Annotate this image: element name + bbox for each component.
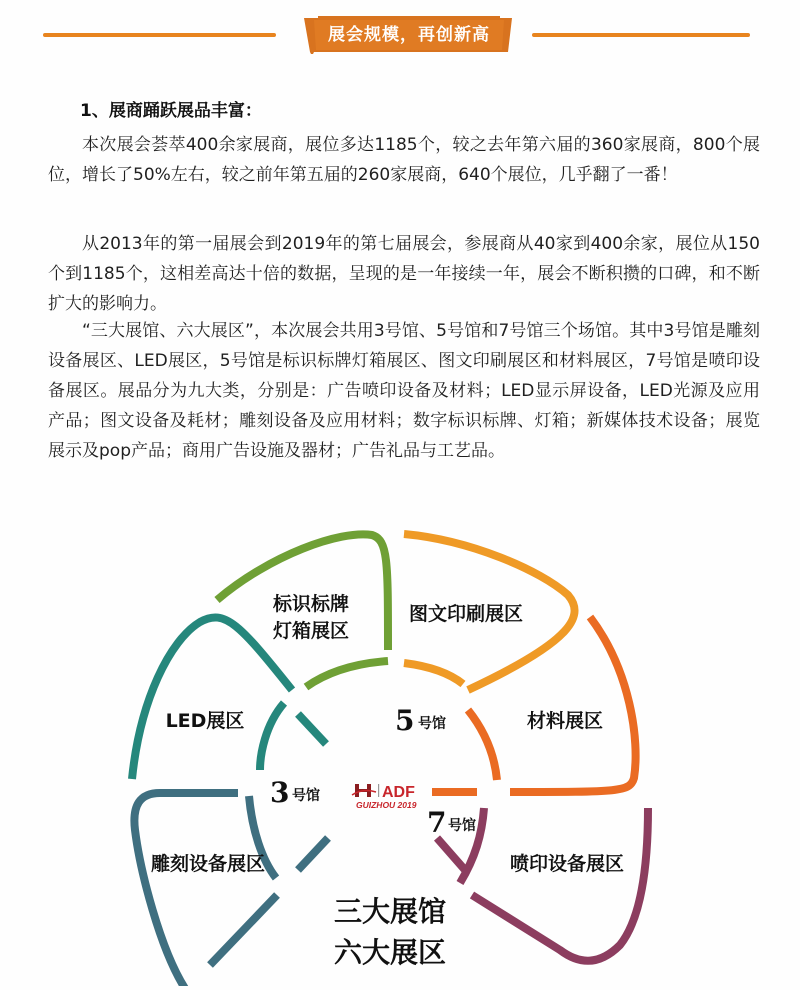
logo-sub-text: GUIZHOU 2019 (356, 800, 417, 810)
halls-zones-diagram (0, 515, 800, 986)
zone-label-print: 图文印刷展区 (408, 603, 524, 625)
banner-title: 展会规模，再创新高 (328, 25, 490, 45)
zone-material-inner-arc (468, 710, 497, 780)
paragraph-history: 从2013年的第一届展会到2019年的第七届展会，参展商从40家到400余家，展位从150个到1185个，这相差高达十倍的数据，呈现的是一年接续一年，展会不断积攒的口碑，和不断扩大的影响力。 (48, 234, 760, 314)
hall-3-number: 3 (270, 776, 290, 809)
paragraph-halls: “三大展馆、六大展区”，本次展会共用3号馆、5号馆和7号馆三个场馆。其中3号馆是雕刻设备展区、LED展区，5号馆是标识标牌灯箱展区、图文印刷展区和材料展区，7号馆是喷印设备展区。展品分为九大类，分别是：广告喷印设备及材料；LED显示屏设备，LED光源及应用产品；图文设备及耗材；雕刻设备及应用材料；数字标识标牌、灯箱；新媒体技术设备；展览展示及pop产品；商用广告设施及器材；广告礼品与工艺品。 (48, 321, 760, 461)
hall-7-number: 7 (427, 806, 447, 839)
hall-5-number: 5 (395, 704, 415, 737)
zone-engrave-lower-arc (210, 895, 277, 965)
hall-5-suffix: 号馆 (418, 716, 446, 732)
center-title-line-2: 六大展区 (333, 936, 447, 969)
zone-led-spoke (298, 714, 326, 744)
hall-3-suffix: 号馆 (292, 788, 320, 804)
zone-label-inkjet: 喷印设备展区 (509, 853, 625, 875)
zone-label-engrave: 雕刻设备展区 (150, 853, 266, 875)
zone-print-inner-arc (404, 663, 463, 684)
zone-signage-inner-arc (306, 661, 388, 687)
center-title-line-1: 三大展馆 (333, 895, 447, 928)
zone-engrave-spoke (298, 838, 328, 870)
zone-inkjet-spoke (437, 838, 465, 870)
logo-mark-text: ADF (382, 784, 415, 801)
section-banner (304, 16, 514, 54)
zone-led-outer-arc (132, 617, 292, 779)
header-line-right (532, 33, 750, 37)
diagram-canvas (0, 515, 800, 986)
hall-7-suffix: 号馆 (448, 818, 476, 834)
adf-logo (352, 784, 417, 810)
section-heading: 1、展商踊跃展品丰富： (80, 101, 262, 121)
zone-material-outer-arc (510, 617, 636, 792)
zone-label-signage-2: 灯箱展区 (272, 620, 350, 642)
zone-led-inner-arc (260, 703, 284, 770)
zone-label-led: LED展区 (165, 710, 245, 732)
zone-label-material: 材料展区 (526, 710, 604, 732)
zone-label-signage-1: 标识标牌 (272, 593, 350, 615)
logo-h-mark-icon (352, 784, 376, 797)
paragraph-exhibitors: 本次展会荟萃400余家展商，展位多达1185个，较之去年第六届的360家展商，800个展位，增长了50%左右，较之前年第五届的260家展商，640个展位，几乎翻了一番！ (48, 135, 760, 185)
header-line-left (43, 33, 276, 37)
zone-inkjet-outer-arc (472, 808, 648, 961)
